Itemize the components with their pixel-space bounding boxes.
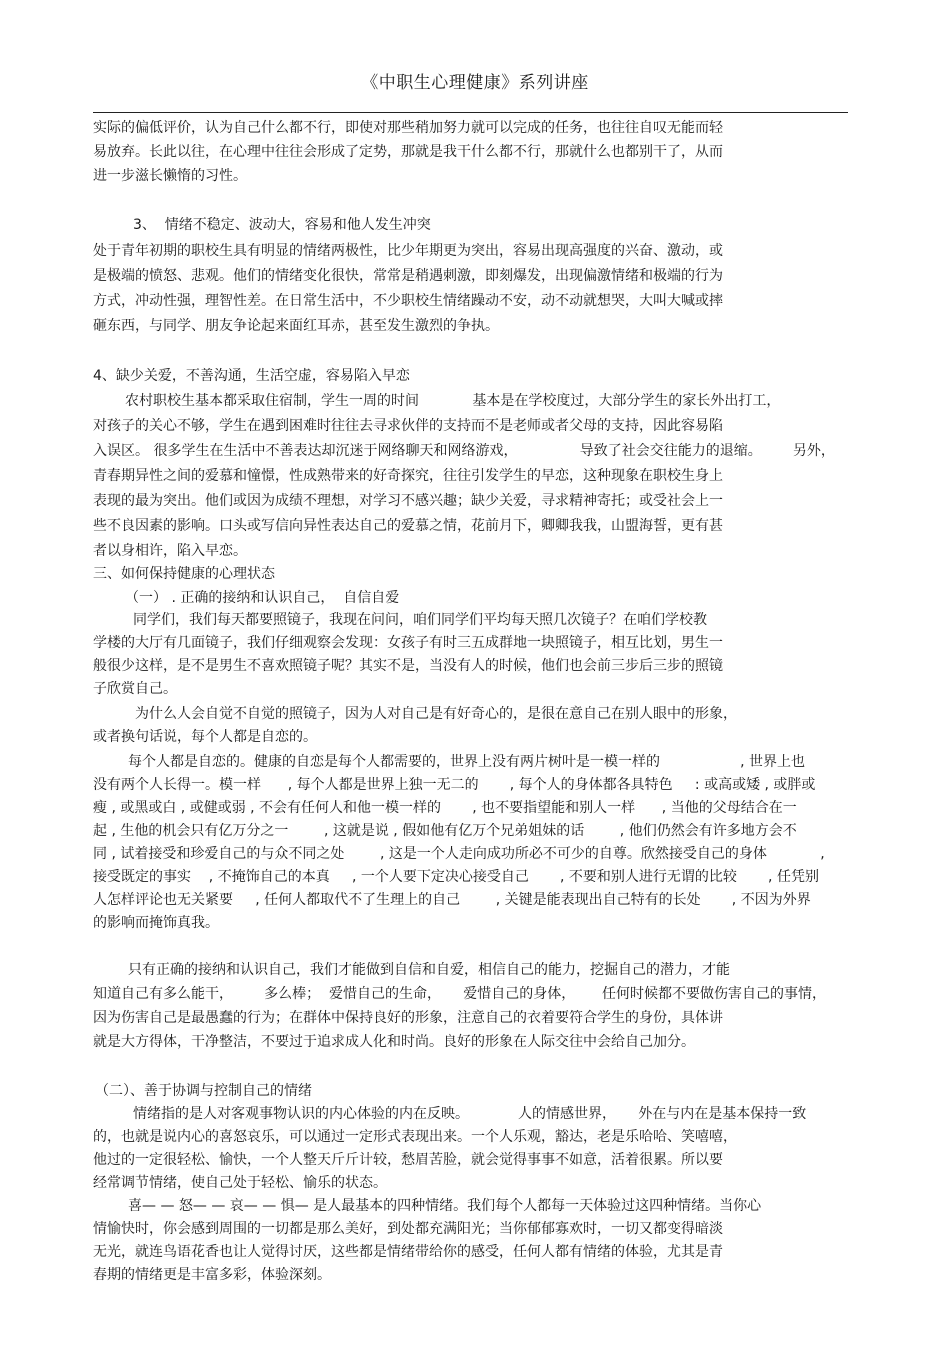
text-line: 接受既定的事实 , 不掩饰自己的本真 , 一个人要下定决心接受自己 , 不要和别人进行无谓的比较 , 任凭别 — [93, 869, 819, 885]
text-line: 无光，就连鸟语花香也让人觉得讨厌，这些都是情绪带给你的感受，任何人都有情绪的体验，尤其是青 — [93, 1244, 723, 1260]
text-line: 易放弃。长此以往，在心理中往往会形成了定势，那就是我干什么都不行，那就什么也都别干了，从而 — [93, 144, 723, 160]
text-line: 每个人都是自恋的。健康的自恋是每个人都需要的，世界上没有两片树叶是一模一样的 , 世界上也 — [128, 754, 806, 770]
text-line: 子欣赏自己。 — [93, 681, 177, 697]
text-line: 进一步滋长懒惰的习性。 — [93, 168, 247, 184]
text-line: 喜— — 怒— — 哀— — 惧— 是人最基本的四种情绪。我们每个人都每一天体验过这四种情绪。当你心 — [128, 1198, 762, 1214]
text-line: 瘦 , 或黑或白 , 或健或弱 , 不会有任何人和他一模一样的 , 也不要指望能和别人一样 , 当他的父母结合在一 — [93, 800, 797, 816]
text-line: 只有正确的接纳和认识自己，我们才能做到自信和自爱，相信自己的能力，挖掘自己的潜力，才能 — [128, 962, 730, 978]
section-heading: 4、缺少关爱，不善沟通，生活空虚，容易陷入早恋 — [93, 368, 410, 384]
text-line: 处于青年初期的职校生具有明显的情绪两极性，比少年期更为突出，容易出现高强度的兴奋、激动，或 — [93, 243, 723, 259]
text-line: 春期的情绪更是丰富多彩，体验深刻。 — [93, 1267, 331, 1283]
subsection-heading: （二）、善于协调与控制自己的情绪 — [95, 1083, 312, 1099]
text-line: 入误区。 很多学生在生活中不善表达却沉迷于网络聊天和网络游戏， 导致了社会交往能力的退缩。 另外， — [93, 443, 835, 459]
subsection-heading: （一） . 正确的接纳和认识自己， 自信自爱 — [125, 590, 400, 606]
text-line: 方式，冲动性强，理智性差。在日常生活中，不少职校生情绪躁动不安，动不动就想哭，大叫大喊或摔 — [93, 293, 723, 309]
page-header-title: 《中职生心理健康》系列讲座 — [361, 73, 589, 93]
text-line: 就是大方得体，干净整洁，不要过于追求成人化和时尚。良好的形象在人际交往中会给自己加分。 — [93, 1034, 695, 1050]
text-line: 对孩子的关心不够，学生在遇到困难时往往去寻求伙伴的支持而不是老师或者父母的支持，因此容易陷 — [93, 418, 723, 434]
text-line: 的影响而掩饰真我。 — [93, 915, 219, 931]
text-line: 般很少这样，是不是男生不喜欢照镜子呢？其实不是，当没有人的时候，他们也会前三步后三步的照镜 — [93, 658, 723, 674]
text-line: 实际的偏低评价，认为自己什么都不行，即使对那些稍加努力就可以完成的任务，也往往自叹无能而轻 — [93, 120, 723, 136]
section-heading: 三、如何保持健康的心理状态 — [93, 566, 275, 582]
text-line: 起 , 生他的机会只有亿万分之一 , 这就是说 , 假如他有亿万个兄弟姐妹的话 , 他们仍然会有许多地方会不 — [93, 823, 797, 839]
text-line: 同 , 试着接受和珍爱自己的与众不同之处 , 这是一个人走向成功所必不可少的自尊。欣然接受自己的身体 , — [93, 846, 825, 862]
text-line: 情绪指的是人对客观事物认识的内心体验的内在反映。 人的情感世界， 外在与内在是基本保持一致 — [133, 1106, 807, 1122]
text-line: 的，也就是说内心的喜怒哀乐，可以通过一定形式表现出来。一个人乐观，豁达，老是乐哈哈、笑嘻嘻， — [93, 1129, 737, 1145]
text-line: 青春期异性之间的爱慕和憧憬，性成熟带来的好奇探究，往往引发学生的早恋，这种现象在职校生身上 — [93, 468, 723, 484]
text-line: 知道自己有多么能干， 多么棒； 爱惜自己的生命， 爱惜自己的身体， 任何时候都不要做伤害自己的事情， — [93, 986, 827, 1002]
text-line: 砸东西，与同学、朋友争论起来面红耳赤，甚至发生激烈的争执。 — [93, 318, 499, 334]
text-line: 表现的最为突出。他们或因为成绩不理想，对学习不感兴趣；缺少关爱，寻求精神寄托；或受社会上一 — [93, 493, 723, 509]
text-line: 他过的一定很轻松、愉快，一个人整天斤斤计较，愁眉苦脸，就会觉得事事不如意，活着很累。所以要 — [93, 1152, 723, 1168]
text-line: 经常调节情绪，使自己处于轻松、愉乐的状态。 — [93, 1175, 387, 1191]
text-line: 因为伤害自己是最愚蠢的行为；在群体中保持良好的形象，注意自己的衣着要符合学生的身份，具体讲 — [93, 1010, 723, 1026]
text-line: 或者换句话说，每个人都是自恋的。 — [93, 729, 317, 745]
text-line: 同学们，我们每天都要照镜子，我现在问问，咱们同学们平均每天照几次镜子？在咱们学校教 — [133, 612, 707, 628]
text-line: 没有两个人长得一。模一样 , 每个人都是世界上独一无二的 , 每个人的身体都各具特色 : 或高或矮 , 或胖或 — [93, 777, 816, 793]
text-line: 者以身相许，陷入早恋。 — [93, 543, 247, 559]
text-line: 农村职校生基本都采取住宿制，学生一周的时间 基本是在学校度过，大部分学生的家长外出打工， — [125, 393, 781, 409]
text-line: 是极端的愤怒、悲观。他们的情绪变化很快，常常是稍遇刺激，即刻爆发，出现偏激情绪和极端的行为 — [93, 268, 723, 284]
section-heading: 3、 情绪不稳定、波动大，容易和他人发生冲突 — [133, 217, 431, 233]
text-line: 为什么人会自觉不自觉的照镜子，因为人对自己是有好奇心的，是很在意自己在别人眼中的形象， — [135, 706, 737, 722]
text-line: 些不良因素的影响。口头或写信向异性表达自己的爱慕之情，花前月下，卿卿我我，山盟海誓，更有甚 — [93, 518, 723, 534]
text-line: 人怎样评论也无关紧要 , 任何人都取代不了生理上的自己 , 关键是能表现出自己特有的长处 , 不因为外界 — [93, 892, 811, 908]
header-divider — [93, 112, 848, 113]
text-line: 情愉快时，你会感到周围的一切都是那么美好，到处都充满阳光；当你郁郁寡欢时，一切又都变得暗淡 — [93, 1221, 723, 1237]
text-line: 学楼的大厅有几面镜子，我们仔细观察会发现：女孩子有时三五成群地一块照镜子，相互比划，男生一 — [93, 635, 723, 651]
